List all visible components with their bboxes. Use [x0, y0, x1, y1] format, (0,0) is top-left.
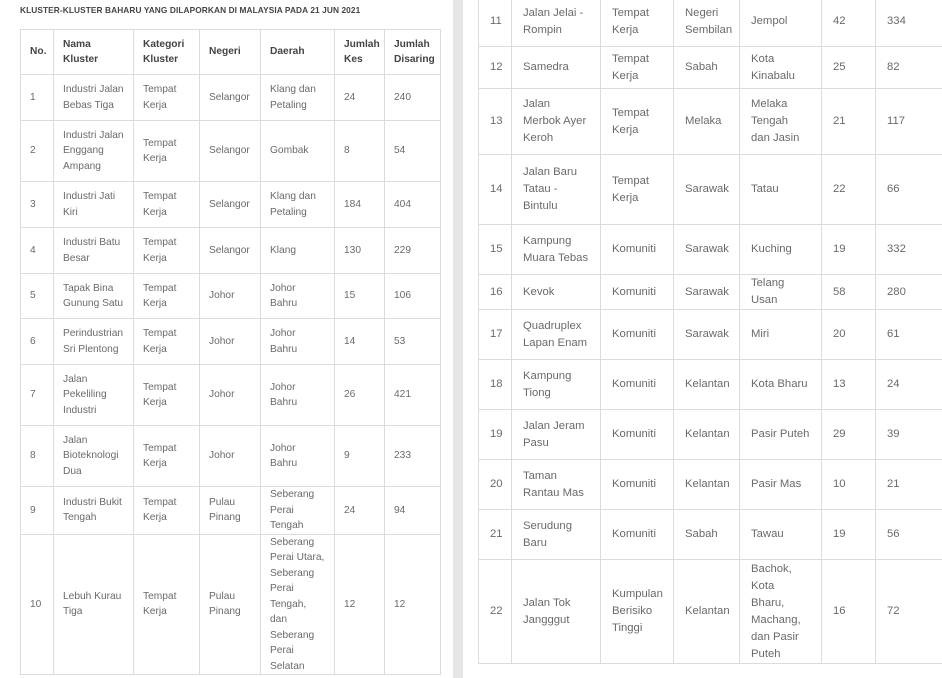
cell-daerah: Johor Bahru [261, 426, 335, 487]
cell-daerah: Seberang Perai Tengah [261, 487, 335, 535]
cell-negeri: Kelantan [674, 410, 740, 460]
cell-kategori-kluster: Tempat Kerja [601, 89, 674, 155]
cell-nama-kluster: Jalan Pekeliling Industri [54, 365, 134, 426]
cell-jumlah-kes: 26 [335, 365, 385, 426]
header-negeri: Negeri [200, 30, 261, 75]
cell-jumlah-disaring: 404 [385, 182, 441, 228]
table-row [479, 225, 942, 275]
cell-nama-kluster: Kampung Muara Tebas [512, 225, 601, 275]
cell-kategori-kluster: Tempat Kerja [601, 47, 674, 89]
cell-kategori-kluster: Tempat Kerja [134, 228, 200, 274]
right-table-panel [463, 0, 942, 678]
cell-kategori-kluster: Tempat Kerja [134, 75, 200, 121]
table-row [479, 360, 942, 410]
table-row [21, 365, 441, 426]
left-table-panel [0, 0, 453, 678]
cell-jumlah-disaring: 56 [876, 510, 942, 560]
cell-nama-kluster: Kevok [512, 275, 601, 310]
table-row [479, 460, 942, 510]
cell-jumlah-disaring: 24 [876, 360, 942, 410]
cell-negeri: Johor [200, 274, 261, 319]
cell-no: 15 [479, 225, 512, 275]
table-row [21, 121, 441, 182]
cell-jumlah-kes: 16 [822, 560, 876, 664]
cell-negeri: Johor [200, 365, 261, 426]
cell-kategori-kluster: Kumpulan Berisiko Tinggi [601, 560, 674, 664]
table-row [479, 310, 942, 360]
cell-nama-kluster: Tapak Bina Gunung Satu [54, 274, 134, 319]
cell-jumlah-kes: 20 [822, 310, 876, 360]
cell-no: 18 [479, 360, 512, 410]
cell-nama-kluster: Jalan Jeram Pasu [512, 410, 601, 460]
cell-daerah: Johor Bahru [261, 365, 335, 426]
cell-jumlah-kes: 8 [335, 121, 385, 182]
cell-jumlah-disaring: 229 [385, 228, 441, 274]
cell-nama-kluster: Taman Rantau Mas [512, 460, 601, 510]
cell-kategori-kluster: Tempat Kerja [134, 534, 200, 675]
cell-negeri: Melaka [674, 89, 740, 155]
cell-negeri: Negeri Sembilan [674, 0, 740, 47]
cell-negeri: Selangor [200, 121, 261, 182]
cell-daerah: Telang Usan [740, 275, 822, 310]
cell-no: 5 [21, 274, 54, 319]
cell-kategori-kluster: Tempat Kerja [601, 0, 674, 47]
cell-nama-kluster: Perindustrian Sri Plentong [54, 319, 134, 365]
cell-jumlah-disaring: 280 [876, 275, 942, 310]
table-row [479, 0, 942, 47]
cell-daerah: Johor Bahru [261, 274, 335, 319]
cell-no: 3 [21, 182, 54, 228]
cell-no: 11 [479, 0, 512, 47]
cell-nama-kluster: Serudung Baru [512, 510, 601, 560]
cell-nama-kluster: Jalan Tok Jangggut [512, 560, 601, 664]
table-row [21, 182, 441, 228]
cell-kategori-kluster: Tempat Kerja [134, 365, 200, 426]
cell-negeri: Sarawak [674, 225, 740, 275]
cell-jumlah-kes: 42 [822, 0, 876, 47]
table-row [21, 487, 441, 535]
cell-daerah: Gombak [261, 121, 335, 182]
cell-nama-kluster: Jalan Baru Tatau - Bintulu [512, 155, 601, 225]
cell-kategori-kluster: Komuniti [601, 460, 674, 510]
cell-kategori-kluster: Tempat Kerja [134, 426, 200, 487]
table-row [479, 275, 942, 310]
table-row [479, 410, 942, 460]
cell-daerah: Tawau [740, 510, 822, 560]
cell-kategori-kluster: Komuniti [601, 360, 674, 410]
cell-jumlah-disaring: 117 [876, 89, 942, 155]
cell-negeri: Sarawak [674, 155, 740, 225]
cell-kategori-kluster: Komuniti [601, 225, 674, 275]
cell-jumlah-kes: 184 [335, 182, 385, 228]
cell-jumlah-disaring: 106 [385, 274, 441, 319]
cell-daerah: Kota Bharu [740, 360, 822, 410]
cell-negeri: Pulau Pinang [200, 487, 261, 535]
cell-jumlah-disaring: 94 [385, 487, 441, 535]
header-daerah: Daerah [261, 30, 335, 75]
cell-jumlah-kes: 58 [822, 275, 876, 310]
header-no: No. [21, 30, 54, 75]
cell-jumlah-disaring: 72 [876, 560, 942, 664]
cell-nama-kluster: Industri Jalan Enggang Ampang [54, 121, 134, 182]
cell-nama-kluster: Kampung Tiong [512, 360, 601, 410]
cell-jumlah-kes: 22 [822, 155, 876, 225]
cell-jumlah-disaring: 334 [876, 0, 942, 47]
table-row [21, 534, 441, 675]
table-row [21, 274, 441, 319]
cell-kategori-kluster: Tempat Kerja [601, 155, 674, 225]
cell-kategori-kluster: Tempat Kerja [134, 319, 200, 365]
cell-jumlah-disaring: 233 [385, 426, 441, 487]
cell-negeri: Pulau Pinang [200, 534, 261, 675]
cell-jumlah-kes: 21 [822, 89, 876, 155]
cell-negeri: Selangor [200, 182, 261, 228]
cell-jumlah-kes: 19 [822, 510, 876, 560]
cell-nama-kluster: Jalan Merbok Ayer Keroh [512, 89, 601, 155]
cell-no: 10 [21, 534, 54, 675]
cell-no: 16 [479, 275, 512, 310]
cell-jumlah-kes: 9 [335, 426, 385, 487]
table-row [21, 426, 441, 487]
cell-no: 2 [21, 121, 54, 182]
cell-jumlah-kes: 15 [335, 274, 385, 319]
cell-daerah: Pasir Puteh [740, 410, 822, 460]
cell-no: 8 [21, 426, 54, 487]
cell-nama-kluster: Industri Jati Kiri [54, 182, 134, 228]
cell-negeri: Kelantan [674, 560, 740, 664]
cell-jumlah-kes: 13 [822, 360, 876, 410]
cell-no: 6 [21, 319, 54, 365]
cell-kategori-kluster: Komuniti [601, 275, 674, 310]
cell-no: 14 [479, 155, 512, 225]
table-caption: KLUSTER-KLUSTER BAHARU YANG DILAPORKAN DI MALAYSIA PADA 21 JUN 2021 [20, 5, 361, 15]
cell-jumlah-kes: 24 [335, 487, 385, 535]
cell-jumlah-disaring: 53 [385, 319, 441, 365]
cell-nama-kluster: Industri Bukit Tengah [54, 487, 134, 535]
cell-daerah: Melaka Tengah dan Jasin [740, 89, 822, 155]
cell-negeri: Johor [200, 426, 261, 487]
cell-no: 12 [479, 47, 512, 89]
table-row [21, 228, 441, 274]
table-row [479, 47, 942, 89]
cell-jumlah-kes: 25 [822, 47, 876, 89]
cell-kategori-kluster: Tempat Kerja [134, 274, 200, 319]
cell-no: 17 [479, 310, 512, 360]
cell-daerah: Seberang Perai Utara, Seberang Perai Tengah, dan Seberang Perai Selatan [261, 534, 335, 675]
cell-jumlah-disaring: 21 [876, 460, 942, 510]
cell-jumlah-kes: 130 [335, 228, 385, 274]
cell-kategori-kluster: Komuniti [601, 310, 674, 360]
clusters-table-right [478, 0, 942, 664]
cell-negeri: Selangor [200, 75, 261, 121]
table-row [479, 155, 942, 225]
cell-daerah: Klang dan Petaling [261, 182, 335, 228]
table-row [479, 510, 942, 560]
cell-nama-kluster: Jalan Jelai - Rompin [512, 0, 601, 47]
cell-jumlah-disaring: 54 [385, 121, 441, 182]
table-row [21, 319, 441, 365]
cell-daerah: Bachok, Kota Bharu, Machang, dan Pasir Puteh [740, 560, 822, 664]
cell-negeri: Kelantan [674, 460, 740, 510]
table-row [479, 89, 942, 155]
cell-daerah: Kota Kinabalu [740, 47, 822, 89]
cell-nama-kluster: Lebuh Kurau Tiga [54, 534, 134, 675]
cell-negeri: Kelantan [674, 360, 740, 410]
cell-daerah: Tatau [740, 155, 822, 225]
cell-jumlah-disaring: 332 [876, 225, 942, 275]
cell-negeri: Sarawak [674, 310, 740, 360]
cell-no: 1 [21, 75, 54, 121]
cell-jumlah-disaring: 39 [876, 410, 942, 460]
cell-nama-kluster: Industri Jalan Bebas Tiga [54, 75, 134, 121]
cell-no: 19 [479, 410, 512, 460]
cell-jumlah-kes: 12 [335, 534, 385, 675]
cell-daerah: Kuching [740, 225, 822, 275]
cell-negeri: Johor [200, 319, 261, 365]
table-body-right [479, 0, 942, 664]
cell-no: 9 [21, 487, 54, 535]
cell-nama-kluster: Quadruplex Lapan Enam [512, 310, 601, 360]
clusters-table-left [20, 29, 441, 675]
cell-jumlah-disaring: 240 [385, 75, 441, 121]
cell-jumlah-kes: 19 [822, 225, 876, 275]
cell-jumlah-disaring: 66 [876, 155, 942, 225]
table-row [479, 560, 942, 664]
cell-jumlah-kes: 10 [822, 460, 876, 510]
cell-kategori-kluster: Komuniti [601, 410, 674, 460]
cell-no: 22 [479, 560, 512, 664]
cell-no: 20 [479, 460, 512, 510]
cell-negeri: Sabah [674, 510, 740, 560]
cell-daerah: Pasir Mas [740, 460, 822, 510]
cell-nama-kluster: Industri Batu Besar [54, 228, 134, 274]
cell-kategori-kluster: Tempat Kerja [134, 487, 200, 535]
cell-nama-kluster: Jalan Bioteknologi Dua [54, 426, 134, 487]
header-kategori-kluster: Kategori Kluster [134, 30, 200, 75]
cell-jumlah-disaring: 12 [385, 534, 441, 675]
header-jumlah-disaring: Jumlah Disaring [385, 30, 441, 75]
cell-jumlah-disaring: 82 [876, 47, 942, 89]
cell-no: 13 [479, 89, 512, 155]
cell-kategori-kluster: Tempat Kerja [134, 182, 200, 228]
cell-negeri: Selangor [200, 228, 261, 274]
table-body-left [21, 75, 441, 675]
cell-daerah: Klang [261, 228, 335, 274]
header-nama-kluster: Nama Kluster [54, 30, 134, 75]
header-row [21, 30, 441, 75]
cell-jumlah-disaring: 61 [876, 310, 942, 360]
table-row [21, 75, 441, 121]
cell-kategori-kluster: Komuniti [601, 510, 674, 560]
cell-nama-kluster: Samedra [512, 47, 601, 89]
cell-daerah: Miri [740, 310, 822, 360]
cell-negeri: Sabah [674, 47, 740, 89]
cell-negeri: Sarawak [674, 275, 740, 310]
cell-jumlah-kes: 14 [335, 319, 385, 365]
cell-jumlah-disaring: 421 [385, 365, 441, 426]
cell-jumlah-kes: 29 [822, 410, 876, 460]
cell-daerah: Jempol [740, 0, 822, 47]
header-jumlah-kes: Jumlah Kes [335, 30, 385, 75]
cell-no: 4 [21, 228, 54, 274]
cell-daerah: Klang dan Petaling [261, 75, 335, 121]
cell-kategori-kluster: Tempat Kerja [134, 121, 200, 182]
cell-daerah: Johor Bahru [261, 319, 335, 365]
cell-jumlah-kes: 24 [335, 75, 385, 121]
cell-no: 21 [479, 510, 512, 560]
cell-no: 7 [21, 365, 54, 426]
